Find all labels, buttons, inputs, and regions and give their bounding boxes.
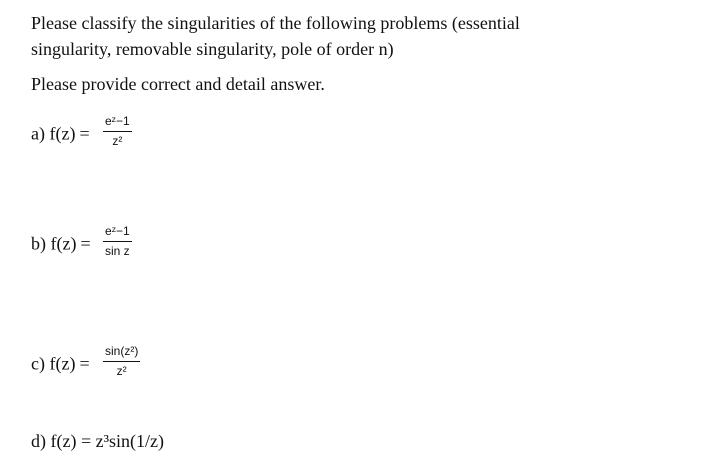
problem-c-label: c) f(z) (31, 353, 76, 374)
problem-d-expression: d) f(z) = z³sin(1/z) (31, 431, 164, 451)
problem-b-fraction (103, 224, 132, 259)
problem-b-denominator: sin z (105, 244, 130, 258)
problem-c-denominator: z² (116, 364, 127, 378)
equals-sign: = (79, 123, 90, 144)
problem-c-numerator: sin(z²) (105, 344, 139, 358)
problem-c-fraction (103, 344, 140, 379)
question-text-line-2: singularity, removable singularity, pole of order n) (31, 39, 394, 59)
problem-a-fraction (103, 114, 132, 149)
problem-a-label: a) f(z) (31, 123, 76, 144)
answer-request-text: Please provide correct and detail answer. (31, 74, 325, 94)
problem-b-numerator: eᶻ−1 (105, 224, 130, 238)
problem-b-label: b) f(z) (31, 233, 77, 254)
equals-sign: = (80, 233, 91, 254)
problem-a-numerator: eᶻ−1 (105, 114, 130, 128)
equals-sign: = (79, 353, 90, 374)
question-text-line-1: Please classify the singularities of the following problems (essential (31, 13, 520, 33)
problem-a-denominator: z² (112, 134, 123, 148)
